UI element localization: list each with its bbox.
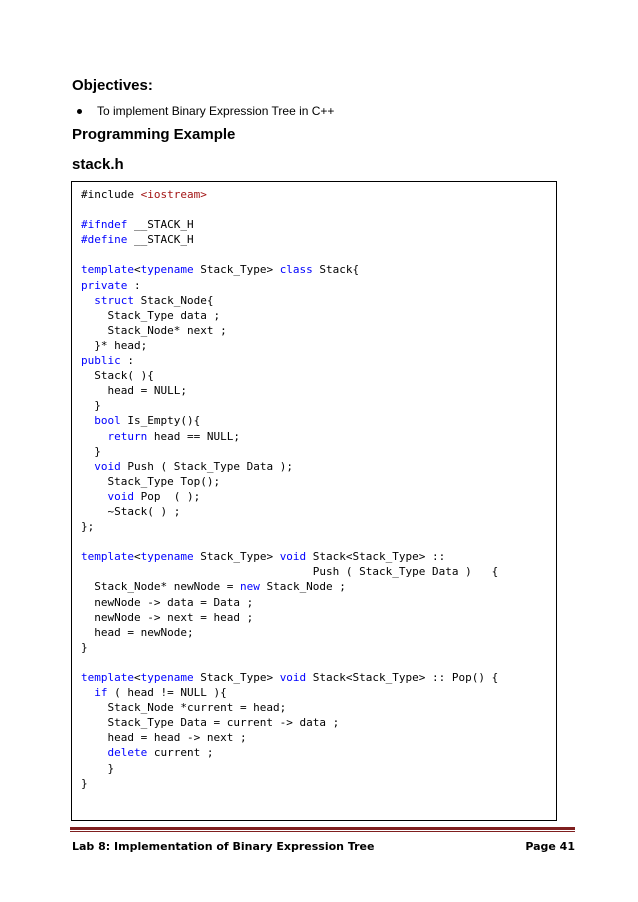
code-line	[81, 595, 498, 610]
code-text: <	[133, 550, 141, 564]
code-line	[81, 745, 498, 760]
code-text	[81, 430, 108, 443]
programming-example-heading: Programming Example	[72, 126, 236, 143]
code-text: }	[81, 399, 101, 413]
code-text: Stack_Type Top();	[81, 474, 221, 488]
code-text	[81, 414, 94, 427]
code-line	[81, 730, 498, 745]
code-text: Stack_Type>	[193, 550, 280, 564]
code-text: __STACK_H	[127, 218, 194, 232]
code-text: Stack<Stack_Type> :: Pop() {	[306, 671, 499, 684]
code-line	[81, 293, 498, 308]
code-text	[81, 746, 108, 759]
code-line	[81, 398, 498, 413]
code-line	[81, 353, 498, 368]
code-text: Stack_Node *current = head;	[81, 701, 287, 715]
code-text: Stack{	[312, 263, 360, 277]
code-line	[81, 232, 498, 247]
code-line	[81, 489, 498, 504]
code-text: ( head != NULL ){	[107, 686, 227, 700]
code-text: <	[133, 671, 141, 684]
objective-item	[72, 104, 334, 118]
code-text: :	[127, 278, 141, 292]
code-line	[81, 519, 498, 534]
code-keyword: void	[107, 489, 134, 503]
code-text: Stack_Node{	[134, 293, 214, 307]
code-keyword: void	[279, 550, 307, 564]
code-text: Stack_Type data ;	[81, 308, 221, 322]
code-text: }	[81, 640, 88, 654]
code-line	[81, 247, 498, 262]
code-text: }	[81, 444, 101, 458]
code-line	[81, 444, 498, 459]
code-line	[81, 534, 498, 549]
footer-rule-thick	[70, 827, 575, 830]
code-text: :	[120, 354, 134, 368]
code-line	[81, 383, 498, 398]
code-keyword: typename	[140, 263, 194, 277]
code-line	[81, 217, 498, 232]
footer-page-number: Page 41	[525, 840, 575, 853]
code-keyword: void	[279, 671, 307, 684]
code-text: Stack_Node* next ;	[81, 323, 227, 337]
code-keyword: private	[81, 278, 128, 292]
code-line	[81, 187, 498, 202]
code-keyword: typename	[140, 550, 194, 564]
code-text: Stack<Stack_Type> ::	[306, 550, 446, 564]
code-keyword: if	[94, 686, 108, 700]
code-line	[81, 625, 498, 640]
code-keyword: typename	[140, 671, 194, 684]
code-line	[81, 549, 498, 564]
footer-rule-thin	[70, 831, 575, 832]
code-text: #include	[81, 188, 141, 201]
code-keyword: struct	[94, 293, 134, 307]
code-keyword: bool	[94, 414, 121, 428]
code-text: Push ( Stack_Type Data );	[120, 459, 293, 473]
code-line	[81, 564, 498, 579]
code-line	[81, 610, 498, 625]
code-line	[81, 368, 498, 383]
code-text: Stack_Type Data = current -> data ;	[81, 716, 340, 730]
code-line	[81, 474, 498, 489]
code-line	[81, 278, 498, 293]
code-text: Stack_Node* newNode =	[81, 580, 240, 594]
code-text: Stack_Node ;	[259, 580, 346, 594]
code-text: }	[81, 761, 115, 775]
code-text	[81, 686, 94, 699]
code-text: }	[81, 776, 88, 790]
code-line	[81, 202, 498, 217]
code-text: Push ( Stack_Type Data ) {	[81, 565, 499, 579]
objectives-heading: Objectives:	[72, 77, 153, 94]
code-text: Pop ( );	[134, 489, 201, 503]
code-line	[81, 504, 498, 519]
code-line	[81, 715, 498, 730]
code-line	[81, 761, 498, 776]
code-keyword: template	[81, 263, 134, 277]
code-line	[81, 338, 498, 353]
code-line	[81, 655, 498, 670]
code-text: ~Stack( ) ;	[81, 504, 181, 518]
code-text: head = newNode;	[81, 625, 194, 639]
code-text: Stack_Type>	[193, 263, 280, 277]
bullet-icon	[77, 109, 82, 114]
code-keyword: class	[279, 263, 313, 277]
code-line	[81, 413, 498, 428]
code-lines	[81, 187, 498, 791]
code-line	[81, 459, 498, 474]
code-line	[81, 579, 498, 594]
file-name-heading: stack.h	[72, 156, 124, 173]
code-block	[71, 181, 557, 821]
code-keyword: template	[81, 550, 134, 564]
code-line	[81, 262, 498, 277]
code-line	[81, 700, 498, 715]
objective-text: To implement Binary Expression Tree in C++	[97, 104, 335, 118]
code-text	[81, 460, 94, 473]
code-line	[81, 640, 498, 655]
code-line	[81, 429, 498, 444]
code-text: current ;	[147, 746, 214, 760]
code-text: }* head;	[81, 338, 148, 352]
code-text: head = head -> next ;	[81, 731, 247, 745]
code-line	[81, 670, 498, 685]
code-keyword: public	[81, 354, 121, 368]
code-keyword: #define	[81, 233, 128, 247]
code-keyword: #ifndef	[81, 218, 128, 232]
code-text: <	[133, 263, 141, 277]
code-line	[81, 776, 498, 791]
code-keyword: void	[94, 459, 121, 473]
code-string: <iostream>	[140, 188, 207, 201]
code-text: __STACK_H	[127, 233, 194, 247]
code-text: Is_Empty(){	[120, 414, 201, 428]
footer-lab-title: Lab 8: Implementation of Binary Expression Tree	[72, 840, 375, 853]
code-keyword: delete	[107, 746, 148, 760]
code-text: head = NULL;	[81, 384, 187, 398]
code-line	[81, 685, 498, 700]
code-line	[81, 308, 498, 323]
code-keyword: return	[107, 429, 148, 443]
code-text: Stack_Type>	[193, 671, 280, 684]
code-keyword: template	[81, 671, 134, 684]
code-text	[81, 490, 108, 503]
code-text: newNode -> next = head ;	[81, 610, 254, 624]
objectives-list	[72, 104, 334, 118]
code-text: head == NULL;	[147, 429, 240, 443]
code-text: newNode -> data = Data ;	[81, 595, 254, 609]
code-line	[81, 323, 498, 338]
code-text: Stack( ){	[81, 369, 154, 383]
code-keyword: new	[239, 580, 260, 594]
code-text: };	[81, 520, 95, 534]
code-text	[81, 294, 94, 307]
